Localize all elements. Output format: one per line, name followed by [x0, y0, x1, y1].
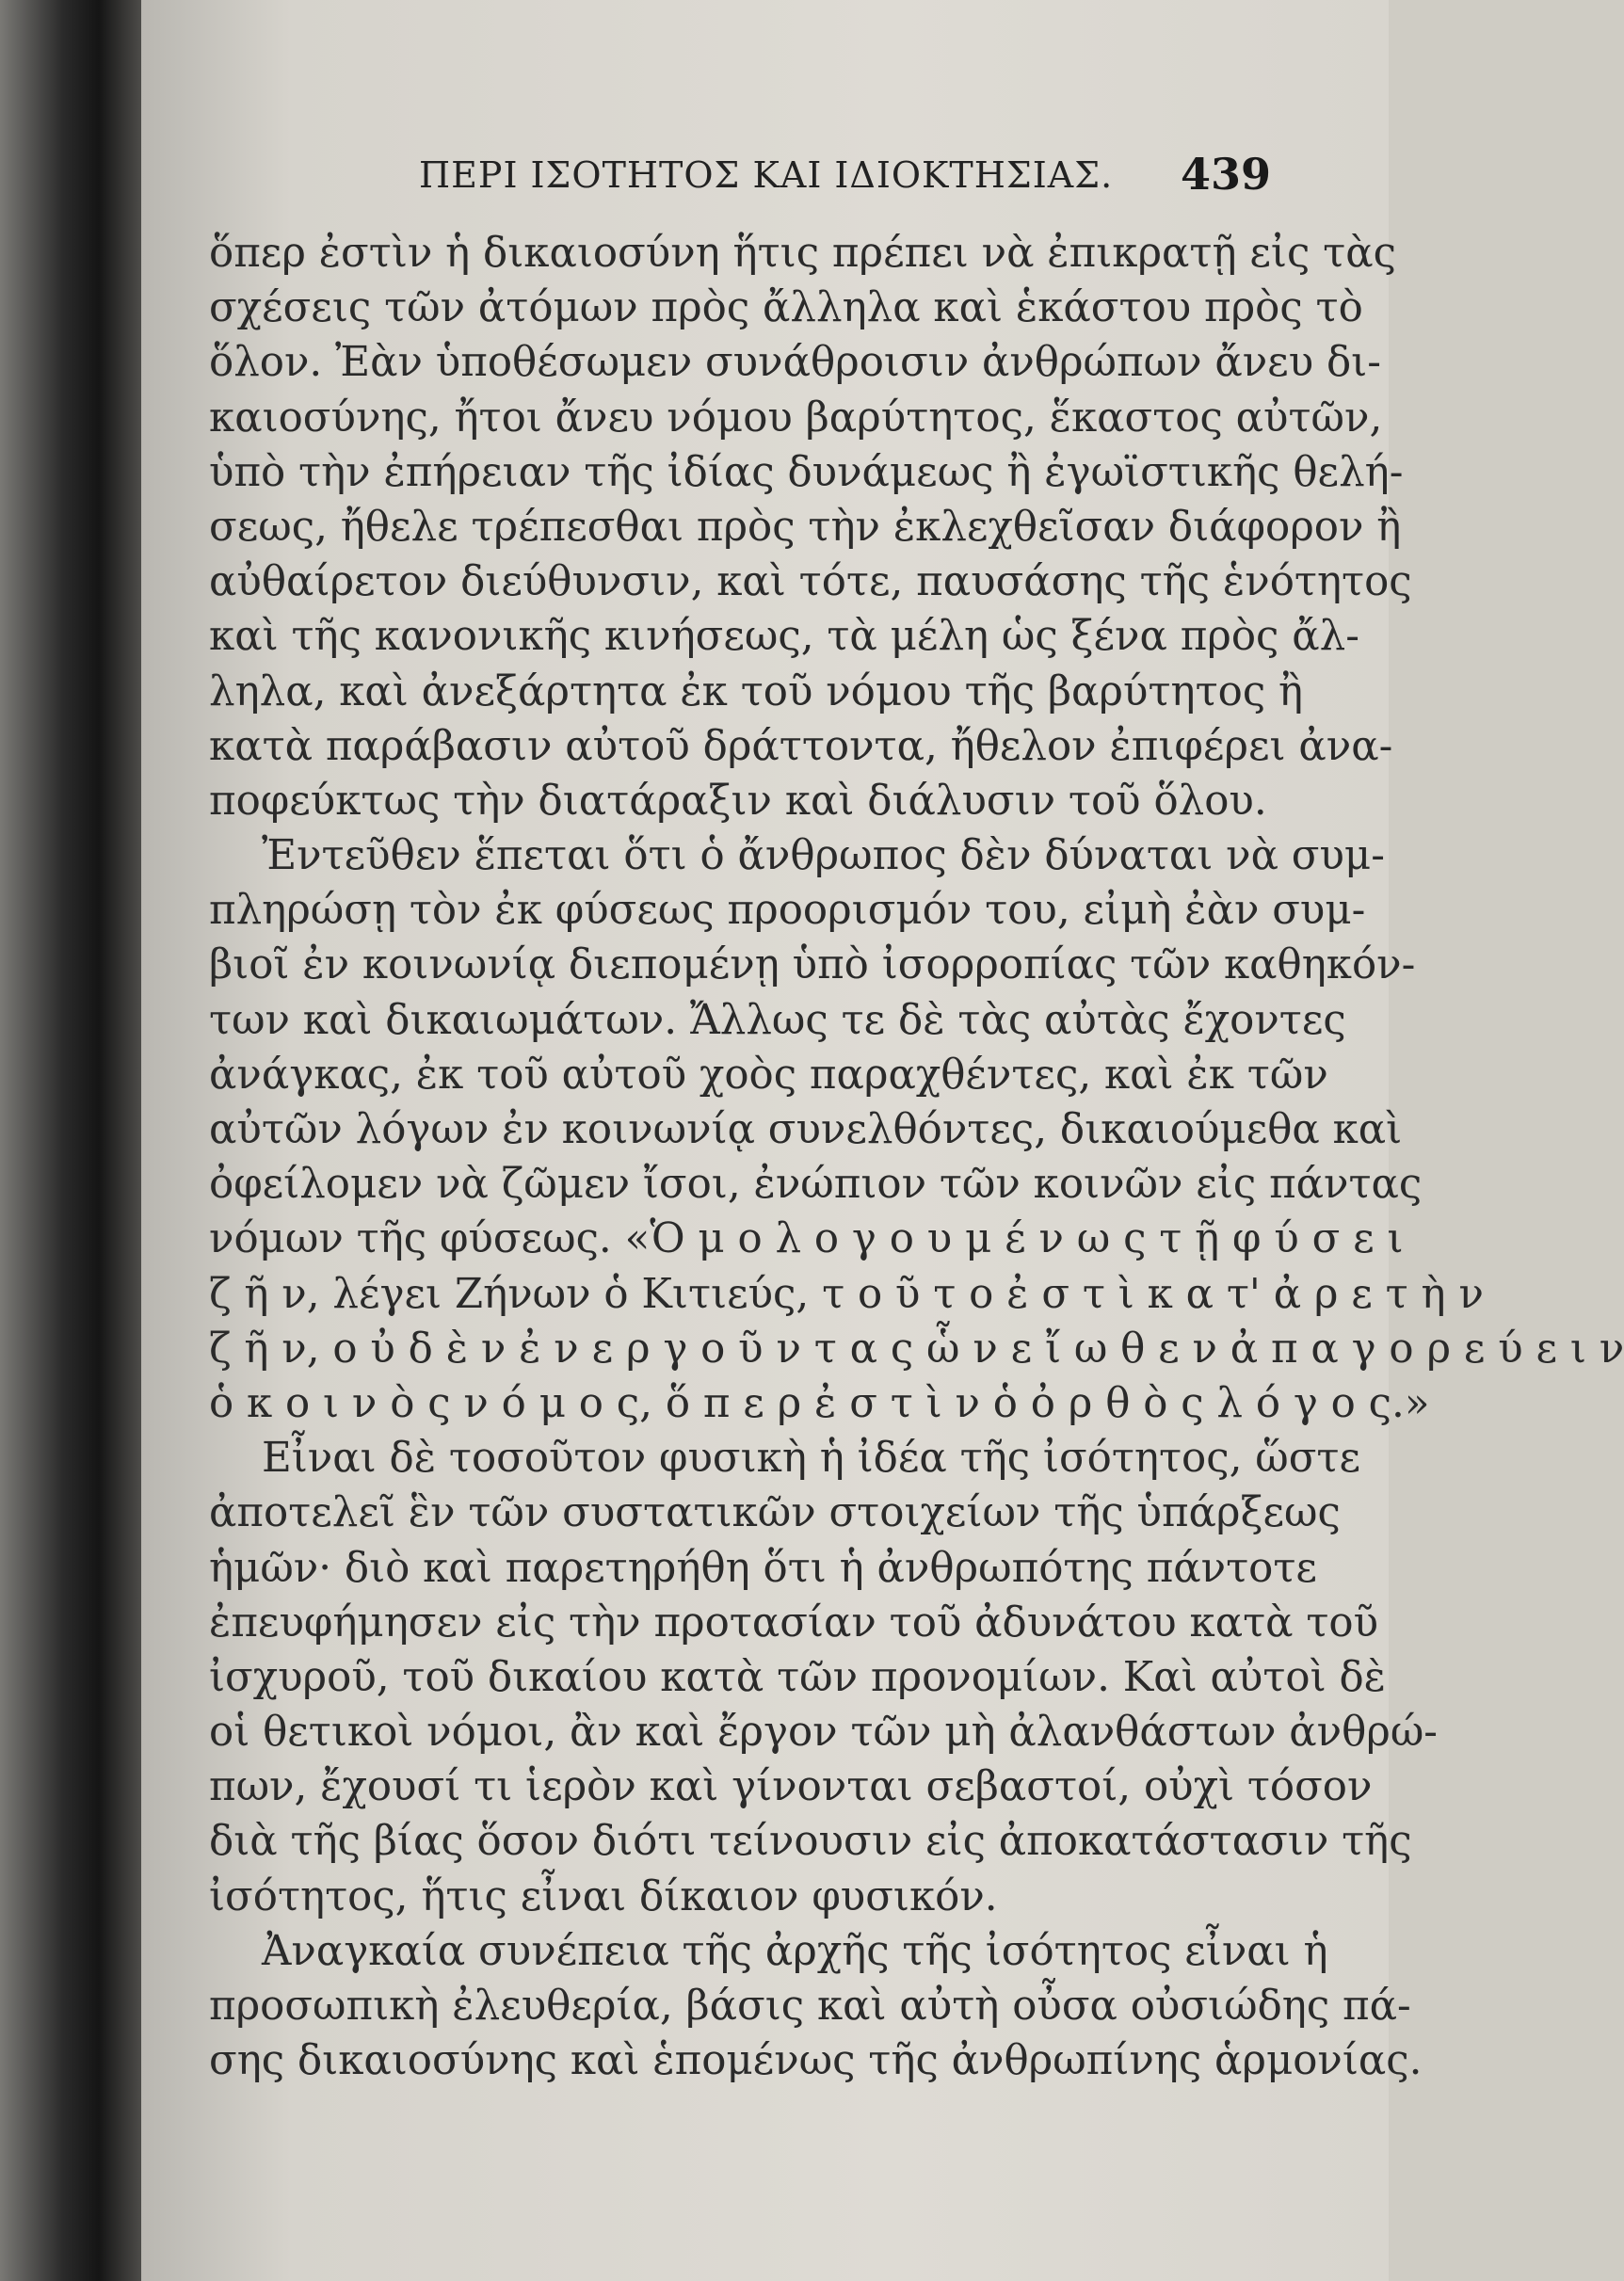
text-line: ἐπευφήμησεν εἰς τὴν προτασίαν τοῦ ἀδυνάτου κατὰ τοῦ: [209, 1598, 1379, 1646]
text-line: ζ ῆ ν, λέγει Ζήνων ὁ Κιτιεύς, τ ο ῦ τ ο ἐ σ τ ὶ κ α τ' ἀ ρ ε τ ὴ ν: [209, 1270, 1484, 1318]
text-line: προσωπικὴ ἐλευθερία, βάσις καὶ αὐτὴ οὖσα οὐσιώδης πά-: [209, 1983, 1411, 2030]
text-line: διὰ τῆς βίας ὅσον διότι τείνουσιν εἰς ἀποκατάστασιν τῆς: [209, 1818, 1412, 1866]
text-line: νόμων τῆς φύσεως. «Ὁ μ ο λ ο γ ο υ μ έ ν ω ς τ ῇ φ ύ σ ε ι: [209, 1215, 1404, 1263]
text-line: σεως, ἤθελε τρέπεσθαι πρὸς τὴν ἐκλεχθεῖσαν διάφορον ἢ: [209, 503, 1402, 551]
text-line: πληρώσῃ τὸν ἐκ φύσεως προορισμόν του, εἰμὴ ἐὰν συμ-: [209, 887, 1366, 935]
text-line: βιοῖ ἐν κοινωνίᾳ διεπομένῃ ὑπὸ ἰσορροπίας τῶν καθηκόν-: [209, 941, 1416, 989]
text-line: Ἀναγκαία συνέπεια τῆς ἀρχῆς τῆς ἰσότητος εἶναι ἡ: [262, 1927, 1328, 1975]
text-line: ἀποτελεῖ ἓν τῶν συστατικῶν στοιχείων τῆς ὑπάρξεως: [209, 1489, 1341, 1537]
text-line: ζ ῆ ν, ο ὐ δ ὲ ν ἐ ν ε ρ γ ο ῦ ν τ α ς ὧ ν ε ἴ ω θ ε ν ἀ π α γ ο ρ ε ύ ε ι ν: [209, 1325, 1624, 1373]
text-line: ὅπερ ἐστὶν ἡ δικαιοσύνη ἥτις πρέπει νὰ ἐπικρατῇ εἰς τὰς: [209, 230, 1396, 277]
page-number: 439: [1180, 149, 1271, 200]
text-line: σχέσεις τῶν ἀτόμων πρὸς ἄλληλα καὶ ἑκάστου πρὸς τὸ: [209, 284, 1363, 332]
text-line: ὀφείλομεν νὰ ζῶμεν ἴσοι, ἐνώπιον τῶν κοινῶν εἰς πάντας: [209, 1161, 1423, 1209]
text-line: κατὰ παράβασιν αὐτοῦ δράττοντα, ἤθελον ἐπιφέρει ἀνα-: [209, 722, 1393, 770]
text-line: ὁ κ ο ι ν ὸ ς ν ό μ ο ς, ὅ π ε ρ ἐ σ τ ὶ ν ὁ ὀ ρ θ ὸ ς λ ό γ ο ς.»: [209, 1379, 1430, 1427]
text-line: αὐθαίρετον διεύθυνσιν, καὶ τότε, παυσάσης τῆς ἑνότητος: [209, 558, 1412, 606]
text-line: πων, ἔχουσί τι ἱερὸν καὶ γίνονται σεβαστοί, οὐχὶ τόσον: [209, 1763, 1373, 1811]
text-line: καιοσύνης, ἤτοι ἄνευ νόμου βαρύτητος, ἕκαστος αὐτῶν,: [209, 394, 1383, 442]
text-line: ποφεύκτως τὴν διατάραξιν καὶ διάλυσιν τοῦ ὅλου.: [209, 777, 1267, 825]
text-line: ὑπὸ τὴν ἐπήρειαν τῆς ἰδίας δυνάμεως ἢ ἐγωϊστικῆς θελή-: [209, 448, 1404, 496]
text-line: ἡμῶν· διὸ καὶ παρετηρήθη ὅτι ἡ ἀνθρωπότης πάντοτε: [209, 1544, 1317, 1592]
text-line: ἰσότητος, ἥτις εἶναι δίκαιον φυσικόν.: [209, 1872, 998, 1920]
text-line: ληλα, καὶ ἀνεξάρτητα ἐκ τοῦ νόμου τῆς βαρύτητος ἢ: [209, 667, 1304, 715]
book-spine-shadow: [0, 0, 141, 2281]
text-line: ἀνάγκας, ἐκ τοῦ αὐτοῦ χοὸς παραχθέντες, καὶ ἐκ τῶν: [209, 1051, 1328, 1099]
text-line: Ἐντεῦθεν ἕπεται ὅτι ὁ ἄνθρωπος δὲν δύναται νὰ συμ-: [262, 832, 1385, 880]
text-line: σης δικαιοσύνης καὶ ἑπομένως τῆς ἀνθρωπίνης ἁρμονίας.: [209, 2037, 1423, 2085]
running-head: [273, 149, 1271, 205]
text-line: Εἶναι δὲ τοσοῦτον φυσικὴ ἡ ἰδέα τῆς ἰσότητος, ὥστε: [262, 1435, 1361, 1483]
body-text: [209, 226, 1624, 2088]
text-line: των καὶ δικαιωμάτων. Ἄλλως τε δὲ τὰς αὐτὰς ἔχοντες: [209, 996, 1346, 1044]
text-line: ὅλον. Ἐὰν ὑποθέσωμεν συνάθροισιν ἀνθρώπων ἄνευ δι-: [209, 339, 1381, 387]
text-line: ἰσχυροῦ, τοῦ δικαίου κατὰ τῶν προνομίων. Καὶ αὐτοὶ δὲ: [209, 1653, 1387, 1701]
text-line: καὶ τῆς κανονικῆς κινήσεως, τὰ μέλη ὡς ξένα πρὸς ἄλ-: [209, 613, 1359, 661]
running-head-title: ΠΕΡΙ ΙΣΟΤΗΤΟΣ ΚΑΙ ΙΔΙΟΚΤΗΣΙΑΣ.: [419, 154, 1114, 196]
text-line: οἱ θετικοὶ νόμοι, ἂν καὶ ἔργον τῶν μὴ ἀλανθάστων ἀνθρώ-: [209, 1709, 1438, 1757]
text-line: αὐτῶν λόγων ἐν κοινωνίᾳ συνελθόντες, δικαιούμεθα καὶ: [209, 1106, 1403, 1153]
